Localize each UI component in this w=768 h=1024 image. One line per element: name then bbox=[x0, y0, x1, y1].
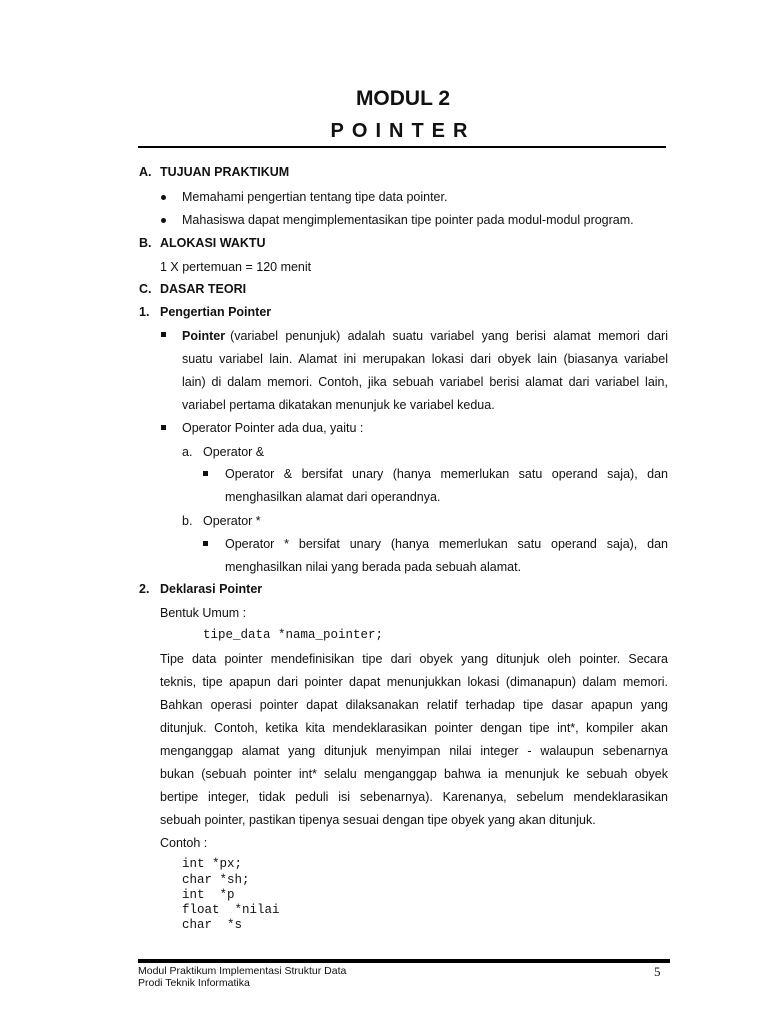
paragraph-line: menganggap alamat yang ditunjuk menyimpan nilai integer - walaupun sebenarnya bbox=[160, 744, 668, 758]
section-a-label: A. bbox=[139, 165, 152, 179]
code-line: int *p bbox=[182, 888, 235, 902]
footer-rule bbox=[138, 959, 670, 963]
operator-a-label: a. bbox=[182, 445, 193, 459]
operator-b-label: b. bbox=[182, 514, 193, 528]
subsection-1-title: Pengertian Pointer bbox=[160, 305, 272, 319]
title-underline bbox=[138, 146, 666, 148]
paragraph-line: Operator * bersifat unary (hanya memerlukan satu operand saja), dan bbox=[225, 537, 668, 551]
section-c-label: C. bbox=[139, 282, 152, 296]
section-b-label: B. bbox=[139, 236, 152, 250]
list-item: Memahami pengertian tentang tipe data pointer. bbox=[182, 190, 448, 204]
paragraph-line: Bahkan operasi pointer dapat dilaksanakan relatif terhadap tipe dasar apapun yang bbox=[160, 698, 668, 712]
code-line: char *sh; bbox=[182, 873, 250, 887]
operator-a-title: Operator & bbox=[203, 445, 265, 459]
page-number: 5 bbox=[654, 964, 661, 979]
paragraph-line: bukan (sebuah pointer int* selalu menganggap bahwa ia menunjuk ke sebuah obyek bbox=[160, 767, 668, 781]
subsection-2-label: 2. bbox=[139, 582, 150, 596]
bullet-dot-icon bbox=[161, 218, 166, 223]
bullet-square-icon bbox=[161, 425, 166, 430]
footer-department: Prodi Teknik Informatika bbox=[138, 977, 250, 989]
module-title: MODUL 2 bbox=[355, 87, 451, 110]
pointer-term: Pointer bbox=[182, 329, 226, 343]
paragraph-line: sebuah pointer, pastikan tipenya sesuai dengan tipe obyek yang akan ditunjuk. bbox=[160, 813, 596, 827]
paragraph-line: suatu variabel lain. Alamat ini merupakan lokasi dari obyek lain (biasanya variabel bbox=[182, 352, 668, 366]
section-a-title: TUJUAN PRAKTIKUM bbox=[160, 165, 290, 179]
paragraph-line: Operator & bersifat unary (hanya memerlukan satu operand saja), dan bbox=[225, 467, 668, 481]
footer-course-title: Modul Praktikum Implementasi Struktur Data bbox=[138, 965, 347, 977]
paragraph-line: lain) di dalam memori. Contoh, jika sebuah variabel berisi alamat dari variabel lain, bbox=[182, 375, 668, 389]
code-line: int *px; bbox=[182, 857, 243, 871]
general-form-code: tipe_data *nama_pointer; bbox=[203, 628, 384, 642]
section-b-text: 1 X pertemuan = 120 menit bbox=[160, 260, 312, 274]
paragraph-line: variabel pertama dikatakan menunjuk ke variabel kedua. bbox=[182, 398, 495, 412]
paragraph-line: ditunjuk. Contoh, ketika kita mendeklarasikan pointer dengan tipe int*, kompiler akan bbox=[160, 721, 668, 735]
section-c-title: DASAR TEORI bbox=[160, 282, 247, 296]
subsection-2-title: Deklarasi Pointer bbox=[160, 582, 263, 596]
paragraph-line: bertipe integer, tidak peduli isi sebenarnya). Karenanya, sebelum mendeklarasikan bbox=[160, 790, 668, 804]
paragraph-line: teknis, tipe apapun dari pointer dapat menunjukkan lokasi (dimanapun) dalam memori. bbox=[160, 675, 668, 689]
module-subtitle: POINTER bbox=[330, 120, 476, 142]
paragraph-line: menghasilkan nilai yang berada pada sebuah alamat. bbox=[225, 560, 522, 574]
example-label: Contoh : bbox=[160, 836, 208, 850]
section-b-title: ALOKASI WAKTU bbox=[160, 236, 266, 250]
paragraph-line: menghasilkan alamat dari operandnya. bbox=[225, 490, 441, 504]
code-line: float *nilai bbox=[182, 903, 280, 917]
list-item: Mahasiswa dapat mengimplementasikan tipe pointer pada modul-modul program. bbox=[182, 213, 634, 227]
bullet-dot-icon bbox=[161, 195, 166, 200]
pointer-definition-line-1 bbox=[182, 328, 668, 344]
bullet-square-icon bbox=[203, 471, 208, 476]
code-line: char *s bbox=[182, 918, 243, 932]
bullet-square-icon bbox=[161, 332, 166, 337]
general-form-label: Bentuk Umum : bbox=[160, 606, 247, 620]
subsection-1-label: 1. bbox=[139, 305, 150, 319]
bullet-square-icon bbox=[203, 541, 208, 546]
paragraph-line: (variabel penunjuk) adalah suatu variabel yang berisi alamat memori dari bbox=[230, 329, 668, 343]
paragraph-line: Tipe data pointer mendefinisikan tipe dari obyek yang ditunjuk oleh pointer. Secara bbox=[160, 652, 668, 666]
operator-b-title: Operator * bbox=[203, 514, 261, 528]
operator-intro: Operator Pointer ada dua, yaitu : bbox=[182, 421, 364, 435]
